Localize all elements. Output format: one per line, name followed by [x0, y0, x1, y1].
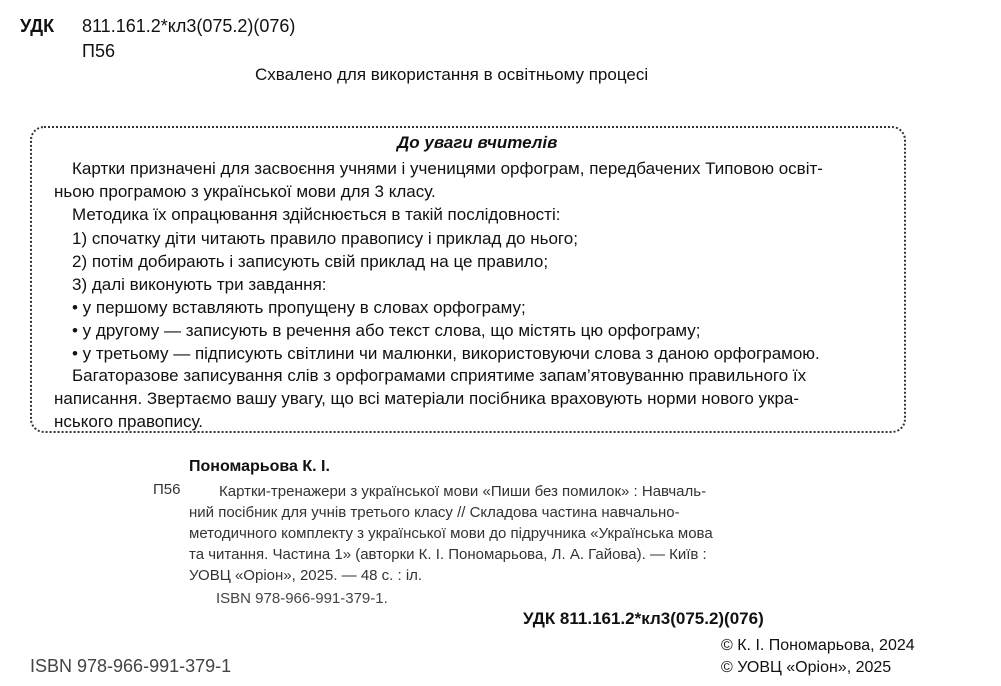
teacher-note-line: Багаторазове записування слів з орфограмами сприятиме запам’ятовуванню правильного їх — [72, 366, 807, 385]
copyright-publisher: © УОВЦ «Оріон», 2025 — [721, 659, 892, 676]
author-mark: П56 — [82, 41, 115, 61]
teacher-note-line: • у другому — записують в речення або текст слова, що містять цю орфограму; — [72, 321, 701, 340]
teacher-note-line: ньою програмою з української мови для 3 класу. — [54, 182, 436, 201]
teacher-note-line: • у першому вставляють пропущену в словах орфограму; — [72, 298, 526, 317]
teacher-note-line: Картки призначені для засвоєння учнями і ученицями орфограм, передбачених Типовою освіт- — [72, 159, 823, 178]
teacher-note-line: 1) спочатку діти читають правило правопису і приклад до нього; — [72, 229, 578, 248]
catalog-line: ний посібник для учнів третього класу // Складова частина навчально- — [189, 504, 680, 521]
udk-line — [20, 16, 295, 37]
teacher-note-line: 2) потім добирають і записують свій приклад на це правило; — [72, 252, 549, 271]
catalog-mark: П56 — [153, 481, 181, 498]
teacher-note-line: нського правопису. — [54, 412, 203, 431]
catalog-line: та читання. Частина 1» (авторки К. І. Пономарьова, Л. А. Гайова). — Київ : — [189, 546, 707, 563]
udk-code: 811.161.2*кл3(075.2)(076) — [82, 16, 296, 36]
udk-label: УДК — [20, 16, 55, 36]
copyright-author: © К. І. Пономарьова, 2024 — [721, 637, 915, 654]
teacher-note-line: написання. Звертаємо вашу увагу, що всі матеріали посібника враховують норми нового укра- — [54, 389, 800, 408]
teacher-note-line: 3) далі виконують три завдання: — [72, 275, 327, 294]
catalog-isbn: ISBN 978-966-991-379-1. — [216, 590, 388, 607]
teacher-note-line: • у третьому — підписують світлини чи малюнки, використовуючи слова з даною орфограмою. — [72, 344, 820, 363]
approval-note: Схвалено для використання в освітньому процесі — [255, 65, 649, 84]
teacher-note-title: До уваги вчителів — [397, 133, 558, 152]
teacher-note-line: Методика їх опрацювання здійснюється в такій послідовності: — [72, 205, 561, 224]
footer-isbn: ISBN 978-966-991-379-1 — [30, 656, 232, 676]
catalog-line: УОВЦ «Оріон», 2025. — 48 с. : іл. — [189, 567, 423, 584]
footer-udk: УДК 811.161.2*кл3(075.2)(076) — [523, 609, 764, 628]
catalog-author: Пономарьова К. І. — [189, 458, 330, 475]
catalog-line: методичного комплекту з української мови до підручника «Українська мова — [189, 525, 713, 542]
catalog-line: Картки-тренажери з української мови «Пиши без помилок» : Навчаль- — [219, 483, 707, 500]
